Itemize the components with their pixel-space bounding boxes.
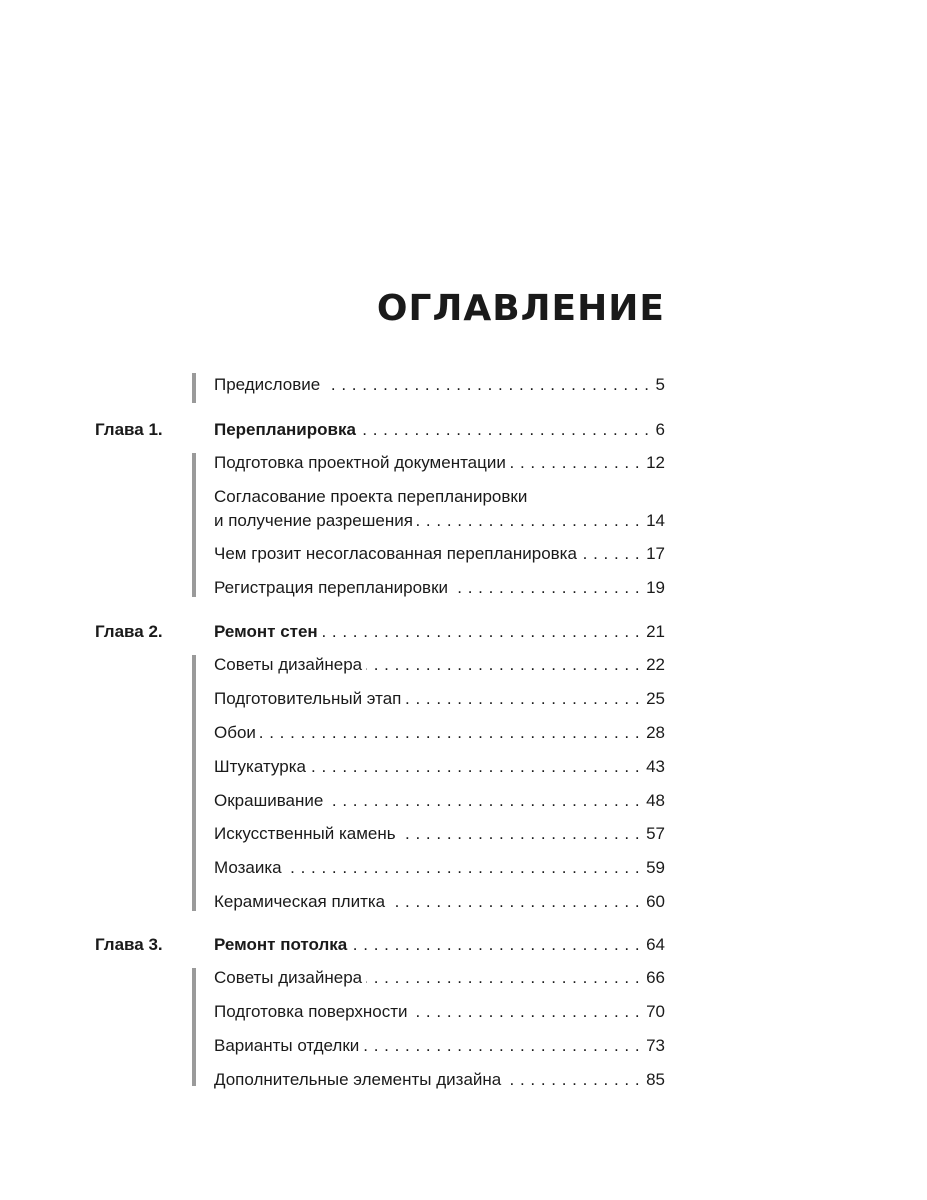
toc-page-number: 25: [646, 689, 665, 708]
toc-page-number: 73: [646, 1036, 665, 1055]
toc-page-number: 14: [646, 511, 665, 530]
toc-page-number: 5: [655, 375, 665, 394]
toc-entry-title: Обои: [214, 723, 256, 742]
toc-chapter-entry[interactable]: [214, 418, 665, 442]
toc-entry[interactable]: [214, 1068, 665, 1092]
toc-entry-line1[interactable]: [214, 485, 665, 509]
page-title: ОГЛАВЛЕНИЕ: [376, 288, 665, 329]
toc-entry-title: Штукатурка: [214, 757, 306, 776]
toc-chapter-title: Перепланировка: [214, 420, 356, 439]
section-bar: [192, 968, 196, 1086]
toc-chapter-title: Ремонт потолка: [214, 935, 348, 954]
toc-entry-title: Чем грозит несогласованная перепланировка: [214, 544, 577, 563]
toc-entry[interactable]: [214, 542, 665, 566]
toc-page-number: 60: [646, 892, 665, 911]
toc-entry-preface[interactable]: [214, 373, 665, 397]
toc-entry-title-line2: и получение разрешения: [214, 511, 413, 530]
toc-entry-title: Подготовка проектной документации: [214, 453, 506, 472]
toc-chapter-entry[interactable]: [214, 933, 665, 957]
toc-page-number: 66: [646, 968, 665, 987]
dot-leader: [405, 687, 640, 711]
toc-page-number: 57: [646, 824, 665, 843]
toc-entry[interactable]: [214, 822, 665, 846]
toc-page-number: 12: [646, 453, 665, 472]
dot-leader: [581, 542, 640, 566]
toc-page-number: 19: [646, 578, 665, 597]
toc-entry-title: Подготовка поверхности: [214, 1002, 408, 1021]
toc-entry[interactable]: [214, 576, 665, 600]
toc-page-number: 43: [646, 757, 665, 776]
dot-leader: [510, 451, 640, 475]
toc-entry-title: Варианты отделки: [214, 1036, 360, 1055]
toc-entry-title: Мозаика: [214, 858, 282, 877]
toc-entry-title: Подготовительный этап: [214, 689, 402, 708]
toc-entry-title: Регистрация перепланировки: [214, 578, 449, 597]
toc-entry[interactable]: [214, 451, 665, 475]
dot-leader: [400, 822, 640, 846]
toc-page-number: 70: [646, 1002, 665, 1021]
section-bar: [192, 373, 196, 403]
toc-entry-title: Окрашивание: [214, 791, 324, 810]
toc-entry-title: Керамическая плитка: [214, 892, 386, 911]
dot-leader: [389, 890, 640, 914]
toc-entry[interactable]: [214, 721, 665, 745]
toc-entry[interactable]: [214, 509, 665, 533]
dot-leader: [286, 856, 640, 880]
toc-entry-title: Советы дизайнера: [214, 968, 363, 987]
toc-page-number: 28: [646, 723, 665, 742]
toc-entry[interactable]: [214, 755, 665, 779]
toc-page-number: 85: [646, 1070, 665, 1089]
toc-page-number: 17: [646, 544, 665, 563]
toc-page-number: 64: [646, 935, 665, 954]
dot-leader: [366, 653, 640, 677]
toc-entry[interactable]: [214, 966, 665, 990]
toc-page-number: 48: [646, 791, 665, 810]
toc-entry[interactable]: [214, 1034, 665, 1058]
toc-entry-title: Искусственный камень: [214, 824, 396, 843]
dot-leader: [260, 721, 640, 745]
dot-leader: [417, 509, 640, 533]
toc-entry-title: Согласование проекта перепланировки: [214, 487, 528, 506]
toc-entry[interactable]: [214, 653, 665, 677]
dot-leader: [324, 373, 649, 397]
dot-leader: [366, 966, 640, 990]
toc-chapter-entry[interactable]: [214, 620, 665, 644]
toc-entry-title: Дополнительные элементы дизайна: [214, 1070, 502, 1089]
toc-page-number: 22: [646, 655, 665, 674]
dot-leader: [310, 755, 640, 779]
chapter-label: Глава 1.: [95, 420, 163, 439]
toc-page-number: 6: [655, 420, 665, 439]
dot-leader: [360, 418, 650, 442]
dot-leader: [452, 576, 640, 600]
toc-page-number: 21: [646, 622, 665, 641]
toc-entry[interactable]: [214, 856, 665, 880]
dot-leader: [351, 933, 640, 957]
dot-leader: [322, 620, 640, 644]
chapter-label: Глава 3.: [95, 935, 163, 954]
section-bar: [192, 655, 196, 911]
chapter-label: Глава 2.: [95, 622, 163, 641]
toc-entry[interactable]: [214, 789, 665, 813]
dot-leader: [363, 1034, 640, 1058]
toc-entry-title: Советы дизайнера: [214, 655, 363, 674]
dot-leader: [505, 1068, 640, 1092]
toc-page-number: 59: [646, 858, 665, 877]
dot-leader: [412, 1000, 641, 1024]
section-bar: [192, 453, 196, 597]
toc-entry[interactable]: [214, 1000, 665, 1024]
toc-entry[interactable]: [214, 687, 665, 711]
dot-leader: [327, 789, 640, 813]
toc-chapter-title: Ремонт стен: [214, 622, 318, 641]
toc-entry-title: Предисловие: [214, 375, 321, 394]
toc-entry[interactable]: [214, 890, 665, 914]
